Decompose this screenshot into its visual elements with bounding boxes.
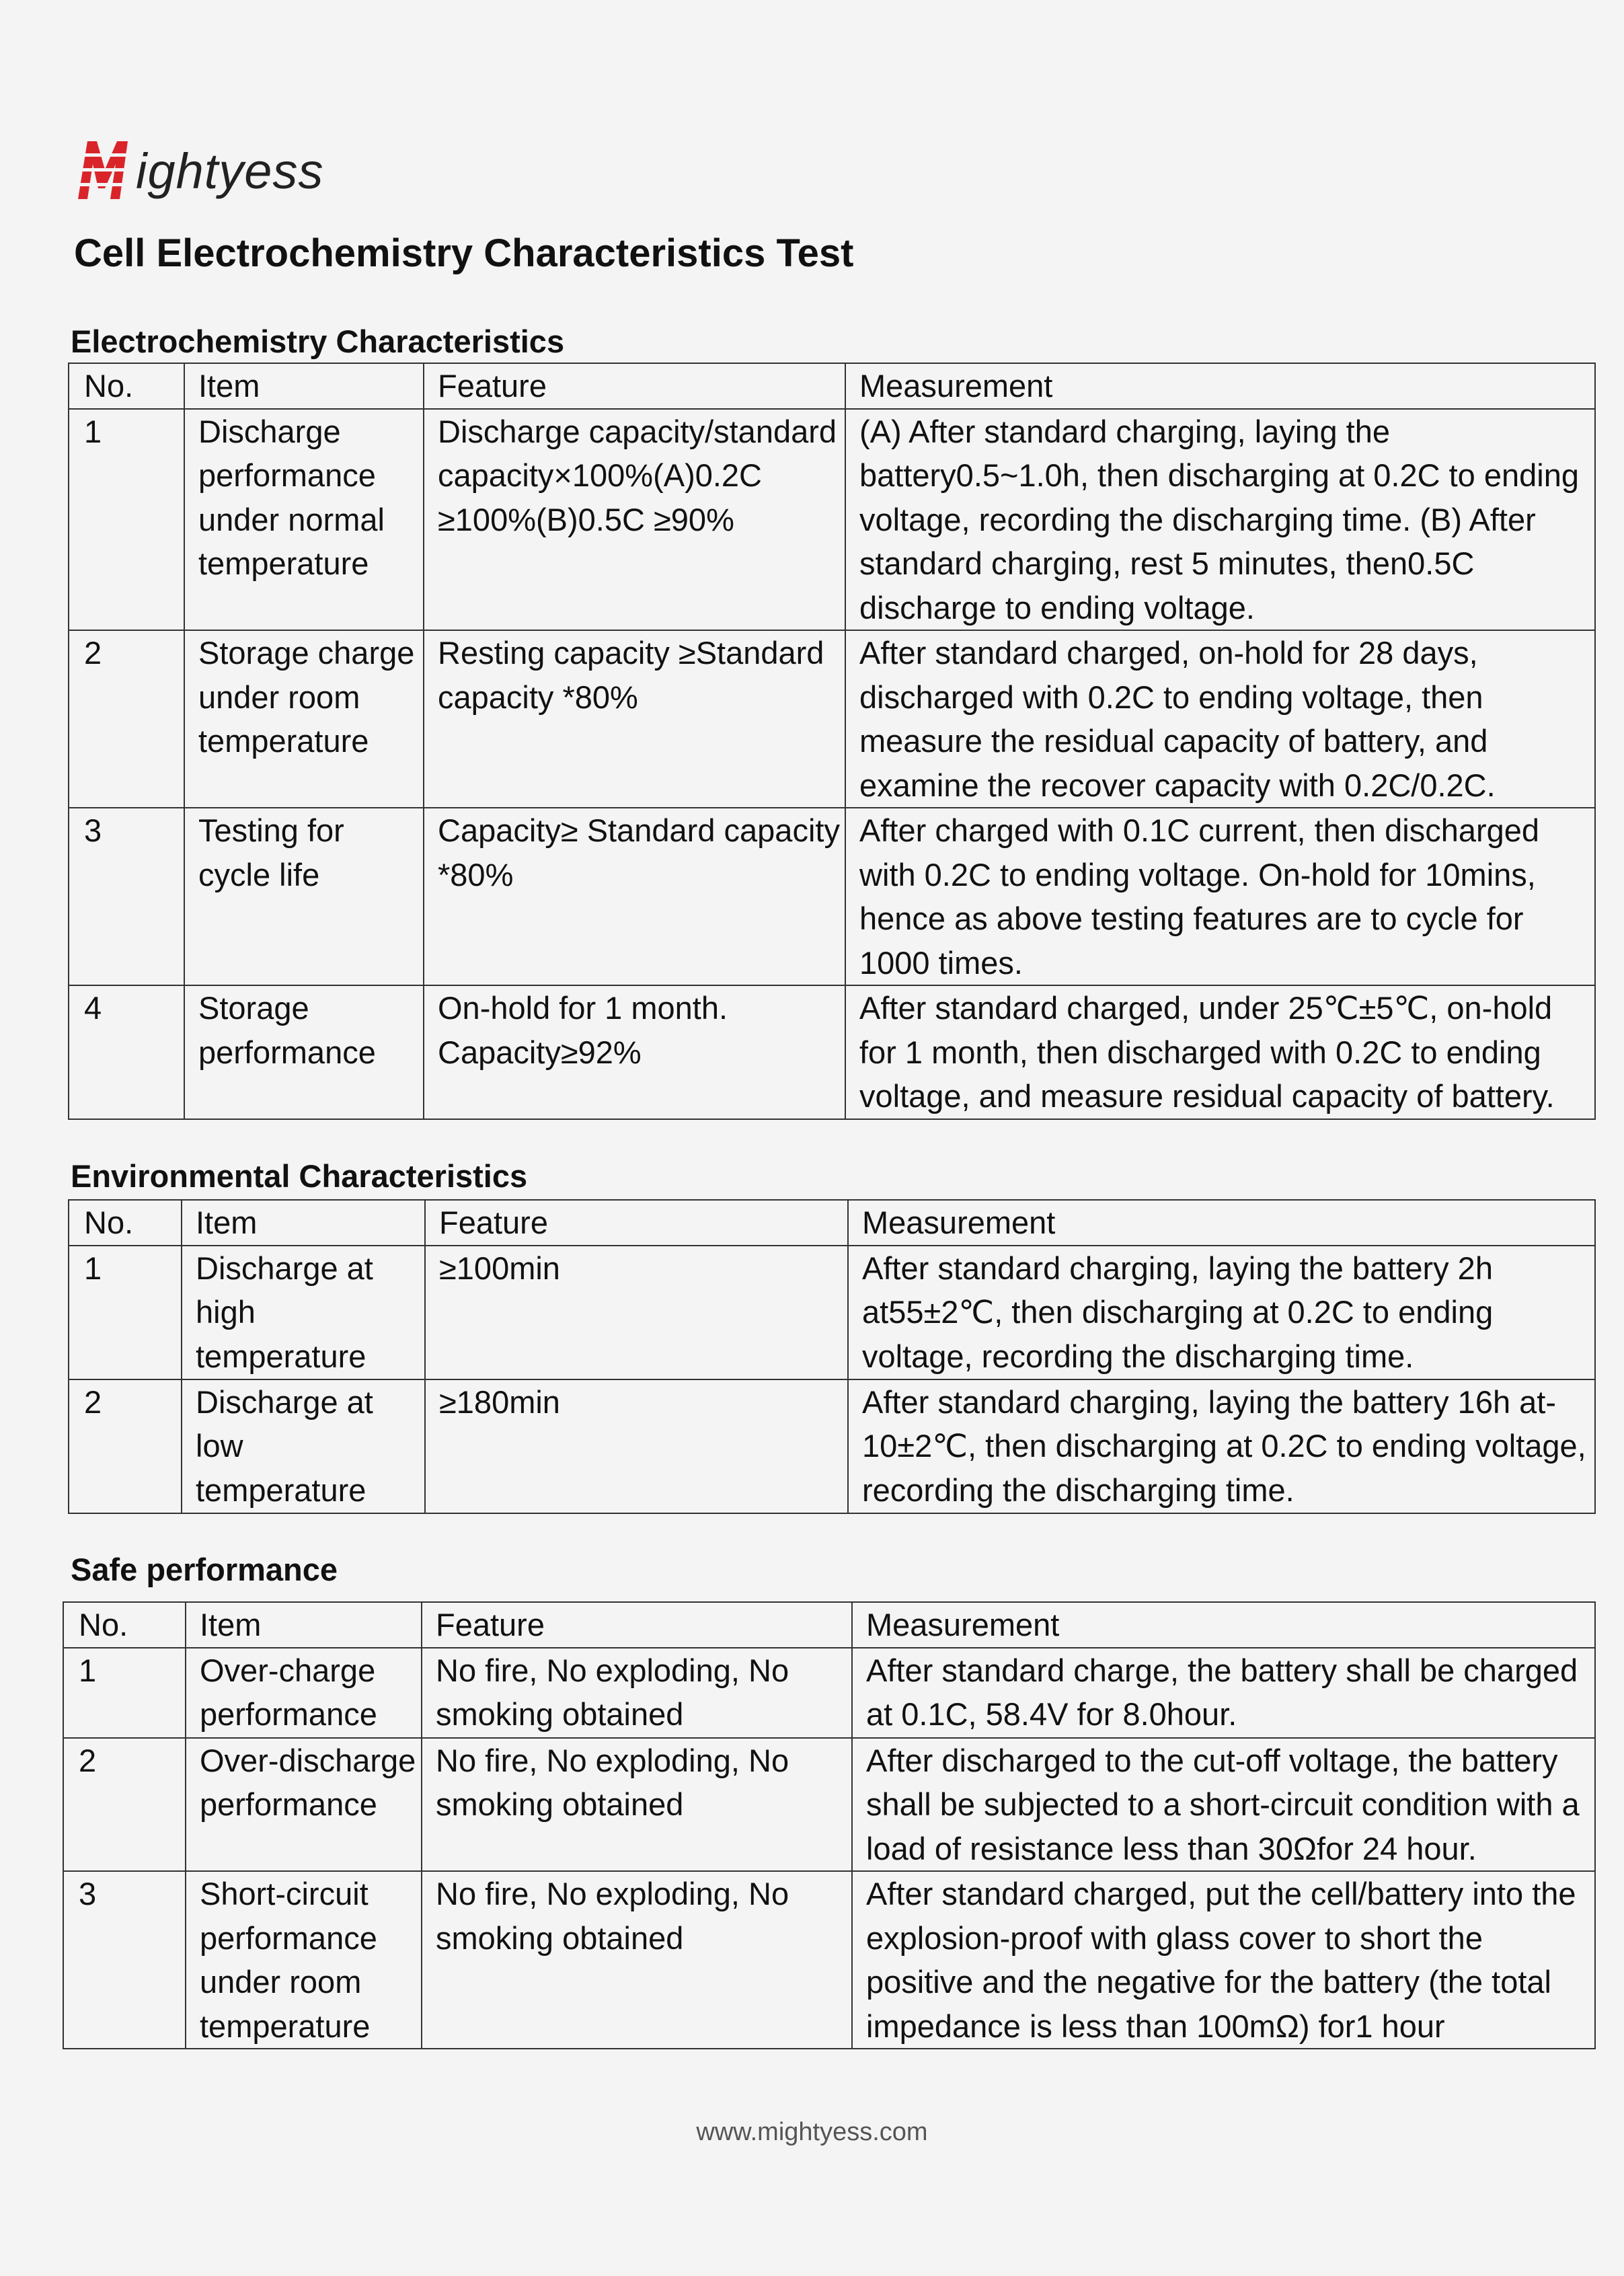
cell-item: Discharge at low temperature <box>182 1379 425 1513</box>
safe-performance-table <box>63 1601 1596 2049</box>
section-title-electrochemistry: Electrochemistry Characteristics <box>71 324 565 359</box>
cell-item: Discharge at high temperature <box>182 1246 425 1379</box>
cell-feature: ≥180min <box>425 1379 848 1513</box>
cell-measurement: (A) After standard charging, laying the battery0.5~1.0h, then discharging at 0.2C to ending voltage, recording the discharging time. (B) After standard charging, rest 5 minutes, then0.5C discharge to ending voltage. <box>845 409 1595 631</box>
header-measurement: Measurement <box>845 363 1595 409</box>
header-item: Item <box>182 1200 425 1246</box>
cell-measurement: After standard charging, laying the battery 16h at-10±2℃, then discharging at 0.2C to ending voltage, recording the discharging time. <box>848 1379 1595 1513</box>
cell-no: 3 <box>63 1871 186 2049</box>
cell-item: Storage performance <box>184 985 424 1119</box>
table-row <box>69 808 1595 985</box>
cell-item: Storage charge under room temperature <box>184 630 424 808</box>
cell-item: Over-charge performance <box>186 1648 422 1738</box>
header-item: Item <box>186 1602 422 1648</box>
header-no: No. <box>63 1602 186 1648</box>
cell-feature: No fire, No exploding, No smoking obtained <box>422 1871 852 2049</box>
cell-no: 2 <box>69 630 184 808</box>
cell-no: 2 <box>69 1379 182 1513</box>
cell-no: 1 <box>69 409 184 631</box>
cell-measurement: After discharged to the cut-off voltage, the battery shall be subjected to a short-circuit condition with a load of resistance less than 30Ωfor 24 hour. <box>852 1738 1595 1872</box>
cell-measurement: After standard charged, on-hold for 28 days, discharged with 0.2C to ending voltage, then measure the residual capacity of battery, and examine the recover capacity with 0.2C/0.2C. <box>845 630 1595 808</box>
table-row <box>63 1648 1595 1738</box>
table-row <box>69 409 1595 631</box>
footer-website-link[interactable]: www.mightyess.com <box>696 2118 928 2146</box>
cell-no: 2 <box>63 1738 186 1872</box>
table-row <box>63 1871 1595 2049</box>
company-logo <box>75 126 323 200</box>
header-feature: Feature <box>422 1602 852 1648</box>
table-row <box>69 985 1595 1119</box>
cell-feature: ≥100min <box>425 1246 848 1379</box>
cell-measurement: After standard charge, the battery shall be charged at 0.1C, 58.4V for 8.0hour. <box>852 1648 1595 1738</box>
cell-feature: Capacity≥ Standard capacity *80% <box>424 808 845 985</box>
table-row <box>69 1246 1595 1379</box>
cell-no: 1 <box>63 1648 186 1738</box>
table-header-row <box>69 1200 1595 1246</box>
header-measurement: Measurement <box>848 1200 1595 1246</box>
header-no: No. <box>69 363 184 409</box>
cell-measurement: After standard charged, under 25℃±5℃, on-hold for 1 month, then discharged with 0.2C to ending voltage, and measure residual capacity of battery. <box>845 985 1595 1119</box>
cell-feature: No fire, No exploding, No smoking obtained <box>422 1738 852 1872</box>
electrochemistry-table <box>68 363 1596 1120</box>
header-feature: Feature <box>425 1200 848 1246</box>
cell-feature: Discharge capacity/standard capacity×100%(A)0.2C ≥100%(B)0.5C ≥90% <box>424 409 845 631</box>
table-row <box>63 1738 1595 1872</box>
table-header-row <box>69 363 1595 409</box>
cell-measurement: After charged with 0.1C current, then discharged with 0.2C to ending voltage. On-hold for 10mins, hence as above testing features are to cycle for 1000 times. <box>845 808 1595 985</box>
header-no: No. <box>69 1200 182 1246</box>
header-measurement: Measurement <box>852 1602 1595 1648</box>
cell-feature: On-hold for 1 month. Capacity≥92% <box>424 985 845 1119</box>
cell-item: Short-circuit performance under room temperature <box>186 1871 422 2049</box>
cell-measurement: After standard charging, laying the battery 2h at55±2℃, then discharging at 0.2C to ending voltage, recording the discharging time. <box>848 1246 1595 1379</box>
table-row <box>69 630 1595 808</box>
header-item: Item <box>184 363 424 409</box>
table-header-row <box>63 1602 1595 1648</box>
section-title-environmental: Environmental Characteristics <box>71 1158 528 1194</box>
cell-feature: No fire, No exploding, No smoking obtained <box>422 1648 852 1738</box>
logo-wordmark: ightyess <box>136 143 324 199</box>
cell-no: 4 <box>69 985 184 1119</box>
cell-item: Over-discharge performance <box>186 1738 422 1872</box>
mightyess-logo-icon <box>75 139 133 200</box>
cell-item: Discharge performance under normal temperature <box>184 409 424 631</box>
section-title-safe-performance: Safe performance <box>71 1552 338 1587</box>
cell-no: 3 <box>69 808 184 985</box>
cell-feature: Resting capacity ≥Standard capacity *80% <box>424 630 845 808</box>
table-row <box>69 1379 1595 1513</box>
environmental-table <box>68 1199 1596 1514</box>
document-title: Cell Electrochemistry Characteristics Test <box>74 231 854 275</box>
cell-measurement: After standard charged, put the cell/battery into the explosion-proof with glass cover to short the positive and the negative for the battery (the total impedance is less than 100mΩ) for1 hour <box>852 1871 1595 2049</box>
cell-no: 1 <box>69 1246 182 1379</box>
header-feature: Feature <box>424 363 845 409</box>
cell-item: Testing for cycle life <box>184 808 424 985</box>
